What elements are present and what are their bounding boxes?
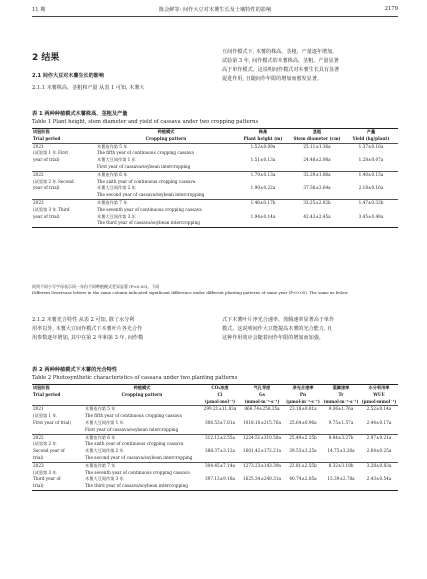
period-label: (试验第 3 年 <box>33 469 57 475</box>
header-wue-en: WUE <box>373 391 385 397</box>
period-cell <box>32 462 84 490</box>
table-1-caption <box>32 110 258 126</box>
tr-value: 8.32±3.18b <box>328 462 354 468</box>
wue-value: 2.64±0.25a <box>366 448 392 454</box>
wue-value: 3.28±0.83a <box>366 462 392 468</box>
table-2-caption <box>32 366 237 382</box>
paragraph-1-line: 促进作用, 且随间作年限的增加而愈发显著。 <box>222 76 323 82</box>
table-row <box>32 434 398 441</box>
page-number: 2179 <box>384 6 398 12</box>
tr-value: 8.64±3.27b <box>328 434 354 440</box>
table-header-row <box>32 136 398 143</box>
header-tr: 蒸腾速率 <box>332 385 350 390</box>
paragraph-2-line: 用参数逐年增加, 其中在第 2 年和第 3 年, 间作模 <box>32 335 144 341</box>
header-stem-en: Stem diameter (cm) <box>293 135 341 141</box>
period-label: First year of trial) <box>33 419 71 425</box>
gs-value: 1018.10±215.76a <box>243 419 281 425</box>
table-row <box>32 406 398 413</box>
height-value: 1.94±0.14a <box>250 213 276 219</box>
paragraph-2-line: 式下木薯叶片净光合速率、蒸腾速率显著高于单作 <box>222 317 335 323</box>
period-year: 2023 <box>33 199 44 205</box>
header-wue: 水分利用率 <box>368 385 390 390</box>
pattern-cn: 木薯连作第 6 年 <box>85 434 116 440</box>
header-period-en: Trial period <box>33 135 61 141</box>
header-gs-unit: (mmol·m⁻²·s⁻¹) <box>244 398 280 404</box>
pattern-en: The sixth year of continuous cropping cassava <box>85 441 184 447</box>
period-label: year of trial) <box>33 213 60 219</box>
paragraph-2-right <box>222 316 400 343</box>
period-label: trial) <box>33 483 44 489</box>
gs-value: 1273.23±143.39a <box>243 462 281 468</box>
header-period: 试验阶段 <box>33 385 50 390</box>
pattern-en: First year of cassava/soybean intercropping <box>97 163 191 169</box>
table-1-note-cn: 同列不同小写字母表示同一年份不同种植模式差异显著 (P<0.05)。下同 <box>32 284 160 289</box>
pattern-en: The fifth year of continuous cropping cassava <box>85 413 182 419</box>
stem-value: 25.11±1.36a <box>303 143 331 149</box>
pattern-cn: 木薯连作第 7 年 <box>85 462 116 468</box>
issue-number: 11 期 <box>32 7 46 13</box>
header-wue-unit: (μmol·mmol⁻¹) <box>361 398 397 404</box>
period-label: trial) <box>33 454 44 460</box>
header-tr-en: Tr <box>338 391 344 397</box>
period-label: (试验第 2 年 <box>33 441 57 447</box>
gs-value: 866.74±258.35a <box>244 406 280 412</box>
table-1-note <box>32 284 348 296</box>
header-pattern-en: Cropping pattern <box>121 391 163 397</box>
period-label: (试验第 1 年 <box>33 413 57 419</box>
header-pn-en: Pn <box>299 391 307 397</box>
ci-value: 306.53±7.81a <box>205 419 235 425</box>
height-value: 1.70±0.13a <box>250 171 276 177</box>
header-period: 试验阶段 <box>33 129 50 134</box>
paragraph-1-right <box>222 48 400 84</box>
header-pattern-en: Cropping pattern <box>145 135 187 141</box>
header-gs-en: Gs <box>259 391 265 397</box>
height-value: 1.51±0.13a <box>250 157 276 163</box>
paragraph-2-line: 用率以外, 木薯大豆间作模式下木薯叶片各光合作 <box>32 326 143 332</box>
header-ci-unit: (μmol·mol⁻¹) <box>204 398 236 404</box>
pattern-cn: 木薯连作第 7 年 <box>97 199 128 205</box>
period-label: (试验第 1 年 First <box>33 150 69 156</box>
header-pn: 净光合速率 <box>292 385 314 390</box>
table-row <box>32 143 398 150</box>
pattern-cn: 木薯大豆间作第 1 年 <box>97 157 136 163</box>
stem-value: 37.36±3.64a <box>303 185 331 191</box>
period-cell <box>32 171 96 199</box>
header-pattern: 种植模式 <box>157 129 175 134</box>
period-year: 2021 <box>33 406 44 412</box>
table-row <box>32 462 398 469</box>
pattern-cn: 木薯大豆间作第 3 年 <box>85 476 124 482</box>
header-pn-unit: (μmol·m⁻²·s⁻¹) <box>286 398 320 404</box>
header-ci: CO₂浓度 <box>211 385 229 390</box>
yield-value: 2.18±0.16a <box>358 185 384 191</box>
table-row <box>32 199 398 206</box>
pn-value: 23.81±2.55b <box>289 462 317 468</box>
stem-value: 32.29±1.86a <box>303 171 331 177</box>
pattern-en: The sixth year of continuous cropping cassava <box>97 178 196 184</box>
height-value: 1.46±0.17b <box>250 199 276 205</box>
header-yield: 产量 <box>366 129 376 134</box>
header-height-en: Plant height (m) <box>243 135 283 141</box>
period-label: Second year of <box>33 448 65 454</box>
pattern-en: The second year of cassava/soybean intercropping <box>85 454 193 460</box>
table-1-note-en: Different lowercase letters in the same column indicated significant difference under different planting patterns of same year (P<0.05). The same as below <box>32 290 348 295</box>
pattern-en: The fifth year of continuous cropping cassava <box>97 150 194 156</box>
table-header-row <box>32 392 398 399</box>
gs-value: 1601.42±172.21a <box>243 448 281 454</box>
tr-value: 14.75±3.20a <box>327 448 355 454</box>
pn-value: 25.49±2.15b <box>289 434 317 440</box>
ci-value: 299.21±11.83a <box>203 406 237 412</box>
pattern-cn: 木薯大豆间作第 3 年 <box>97 213 136 219</box>
header-yield-en: Yield (kg/plant) <box>352 135 390 141</box>
subsection-title: 2.1 间作大豆对木薯生长的影响 <box>32 73 104 79</box>
pattern-en: The third year of cassava/soybean intercropping <box>85 483 188 489</box>
period-year: 2022 <box>33 434 44 440</box>
period-cell <box>32 406 84 434</box>
running-title: 陈会鲜等: 间作大豆对木薯生长及土壤特性的影响 <box>158 7 272 13</box>
header-pattern: 种植模式 <box>133 385 151 390</box>
period-label: (试验第 3 年 Third <box>33 206 70 212</box>
period-label: (试验第 2 年 Second <box>33 178 74 184</box>
table-1-caption-en: Table 1 Plant height, stem diameter and yield of cassava under two cropping patterns <box>32 119 259 125</box>
height-value: 1.90±0.22a <box>250 185 276 191</box>
stem-value: 42.43±2.45a <box>303 213 331 219</box>
period-year: 2021 <box>33 143 44 149</box>
wue-value: 2.52±0.14a <box>366 406 392 412</box>
pattern-cn: 木薯大豆间作第 2 年 <box>97 185 136 191</box>
paragraph-2-line: 这种作用效应会随着间作年限的增加而加强。 <box>222 335 324 341</box>
pattern-cn: 木薯大豆间作第 2 年 <box>85 448 124 454</box>
header-ci-en: Ci <box>217 391 223 397</box>
paragraph-1-line: 豆间作模式下, 木薯的株高、茎粗、产量逐年增加, <box>222 49 334 55</box>
yield-value: 3.45±0.48a <box>358 213 384 219</box>
table-row <box>32 171 398 178</box>
period-label: year of trial) <box>33 157 60 163</box>
stem-value: 24.48±2.98a <box>303 157 331 163</box>
table-row <box>32 448 398 455</box>
table-1-caption-cn: 表 1 两种种植模式木薯株高、茎粗及产量 <box>32 111 128 117</box>
table-row <box>32 420 398 427</box>
gs-value: 1224.51±310.58a <box>243 434 281 440</box>
period-label: Third year of <box>33 476 61 482</box>
pn-value: 23.18±0.81a <box>289 406 317 412</box>
period-cell <box>32 199 96 227</box>
table-1 <box>32 128 398 228</box>
yield-value: 1.28±0.07a <box>358 157 384 163</box>
page-header <box>32 5 398 17</box>
ci-value: 388.37±3.12a <box>205 448 235 454</box>
pattern-en: The seventh year of continuous cropping cassava <box>85 469 190 475</box>
table-row <box>32 476 398 483</box>
yield-value: 1.37±0.16a <box>358 143 384 149</box>
ci-value: 312.12±2.55a <box>205 434 235 440</box>
pattern-en: The third year of cassava/soybean intercropping <box>97 220 200 226</box>
pattern-cn: 木薯连作第 5 年 <box>97 143 128 149</box>
paragraph-2-line: 模式。这说明间作大豆能提高木薯的光合能力, 且 <box>222 326 333 332</box>
period-year: 2022 <box>33 171 44 177</box>
period-cell <box>32 143 96 171</box>
table-2-caption-cn: 表 2 两种种植模式下木薯的光合特性 <box>32 367 118 373</box>
pn-value: 40.74±2.85a <box>289 476 317 482</box>
ci-value: 397.13±9.18a <box>205 476 235 482</box>
period-year: 2023 <box>33 462 44 468</box>
pattern-en: First year of cassava/soybean intercropping <box>85 426 179 432</box>
paragraph-1-line: 高于单作模式。这说明间作模式对木薯生长具有显著 <box>222 67 340 73</box>
pattern-en: The seventh year of continuous cropping cassava <box>97 206 202 212</box>
header-period-en: Trial period <box>33 391 61 397</box>
gs-value: 1625.34±240.31a <box>243 476 281 482</box>
tr-value: 9.36±1.76a <box>328 406 354 412</box>
header-gs: 气孔导度 <box>253 385 271 390</box>
wue-value: 2.43±0.54a <box>366 476 392 482</box>
pn-value: 25.64±0.96a <box>289 419 317 425</box>
pattern-cn: 木薯大豆间作第 1 年 <box>85 419 124 425</box>
header-tr-unit: (mmol·m⁻²·s⁻¹) <box>323 398 359 404</box>
period-cell <box>32 434 84 462</box>
tr-value: 15.39±2.78a <box>327 476 355 482</box>
stem-value: 33.25±2.02b <box>303 199 331 205</box>
table-header-row <box>32 129 398 136</box>
paragraph-2-left <box>32 316 210 343</box>
yield-value: 1.40±0.15a <box>358 171 384 177</box>
pattern-cn: 木薯连作第 6 年 <box>97 171 128 177</box>
table-header-row <box>32 399 398 406</box>
pattern-en: The second year of cassava/soybean intercropping <box>97 192 205 198</box>
paragraph-1-line: 试验第 3 年, 间作模式的木薯株高、茎粗、产量显著 <box>222 58 339 64</box>
section-title: 2 结果 <box>32 53 60 63</box>
pn-value: 39.53±3.25a <box>289 448 317 454</box>
table-header-row <box>32 385 398 392</box>
header-height: 株高 <box>258 129 268 134</box>
yield-value: 1.47±0.32b <box>358 199 384 205</box>
ci-value: 304.45±7.14a <box>205 462 235 468</box>
wue-value: 2.97±0.21a <box>366 434 392 440</box>
pattern-cn: 木薯连作第 5 年 <box>85 406 116 412</box>
period-label: year of trial) <box>33 185 60 191</box>
tr-value: 9.75±1.57a <box>328 419 354 425</box>
paragraph-2-line: 2.1.2 木薯光合特性 从表 2 可知, 除了水分利 <box>32 317 135 323</box>
height-value: 1.52±0.09a <box>250 143 276 149</box>
header-stem: 茎粗 <box>312 129 322 134</box>
paragraph-1-left: 2.1.1 木薯株高、茎粗和产量 从表 1 可知, 木薯大 <box>32 85 145 91</box>
table-2 <box>32 384 398 491</box>
wue-value: 2.44±0.17a <box>366 419 392 425</box>
table-2-caption-en: Table 2 Photosynthetic characteristics of cassava under two planting patterns <box>32 375 238 381</box>
